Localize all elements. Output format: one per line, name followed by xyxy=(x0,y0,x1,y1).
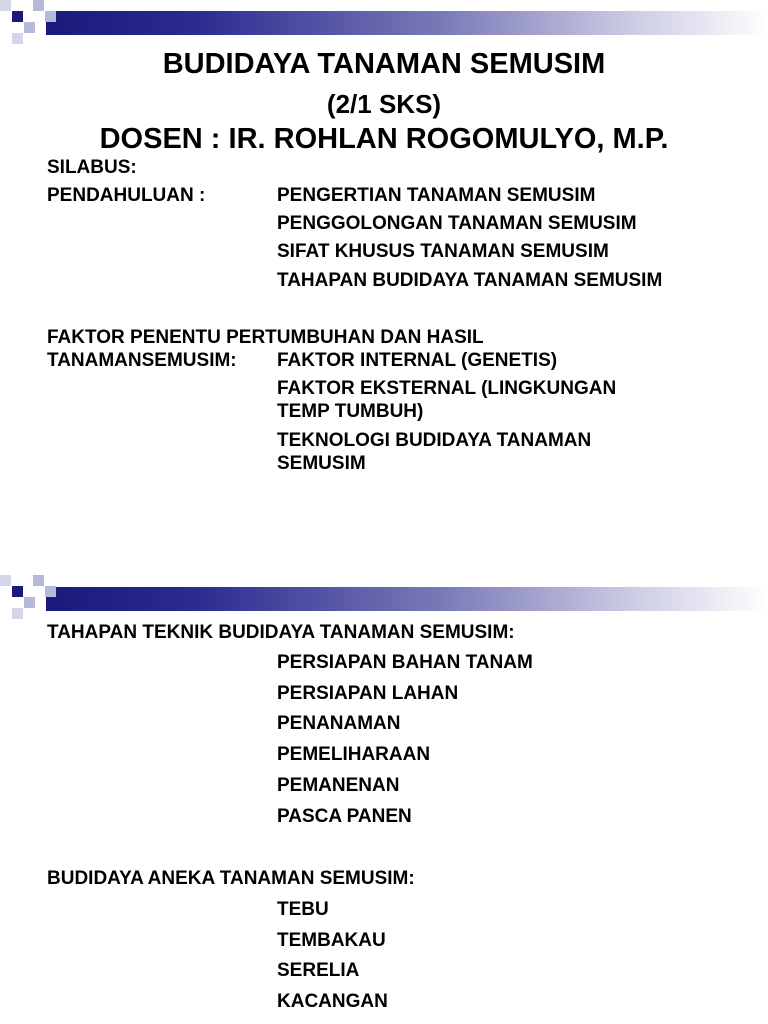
list-item: TAHAPAN BUDIDAYA TANAMAN SEMUSIM xyxy=(277,270,663,291)
header-gradient-bar xyxy=(46,587,768,611)
tahapan-label: TAHAPAN TEKNIK BUDIDAYA TANAMAN SEMUSIM: xyxy=(47,622,515,643)
list-item: KACANGAN xyxy=(277,991,388,1012)
pendahuluan-label: PENDAHULUAN : xyxy=(47,185,206,206)
list-item: PENANAMAN xyxy=(277,713,401,734)
decorative-squares-icon xyxy=(0,0,60,50)
list-item: SERELIA xyxy=(277,960,360,981)
list-item: PENGGOLONGAN TANAMAN SEMUSIM xyxy=(277,213,637,234)
list-item: TEKNOLOGI BUDIDAYA TANAMAN xyxy=(277,430,592,451)
list-item: PEMANENAN xyxy=(277,775,400,796)
header-gradient-bar xyxy=(46,11,768,35)
list-item: TEMBAKAU xyxy=(277,930,386,951)
list-item: PENGERTIAN TANAMAN SEMUSIM xyxy=(277,185,596,206)
faktor-label: FAKTOR PENENTU PERTUMBUHAN DAN HASIL xyxy=(47,327,484,348)
list-item: SIFAT KHUSUS TANAMAN SEMUSIM xyxy=(277,241,609,262)
list-item: FAKTOR INTERNAL (GENETIS) xyxy=(277,350,558,371)
aneka-label: BUDIDAYA ANEKA TANAMAN SEMUSIM: xyxy=(47,868,415,889)
list-item: PEMELIHARAAN xyxy=(277,744,431,765)
list-item-cont: SEMUSIM xyxy=(277,453,366,474)
list-item: PASCA PANEN xyxy=(277,806,412,827)
credits-subtitle: (2/1 SKS) xyxy=(326,89,442,119)
lecturer-line: DOSEN : IR. ROHLAN ROGOMULYO, M.P. xyxy=(99,123,669,155)
faktor-label-cont: TANAMANSEMUSIM: xyxy=(47,350,237,371)
slide-2 xyxy=(0,575,768,1024)
silabus-label: SILABUS: xyxy=(47,157,137,178)
decorative-squares-icon xyxy=(0,575,60,625)
list-item: PERSIAPAN BAHAN TANAM xyxy=(277,652,533,673)
list-item: TEBU xyxy=(277,899,329,920)
list-item: PERSIAPAN LAHAN xyxy=(277,683,459,704)
list-item-cont: TEMP TUMBUH) xyxy=(277,401,424,422)
list-item: FAKTOR EKSTERNAL (LINGKUNGAN xyxy=(277,378,617,399)
page-title: BUDIDAYA TANAMAN SEMUSIM xyxy=(162,48,606,80)
